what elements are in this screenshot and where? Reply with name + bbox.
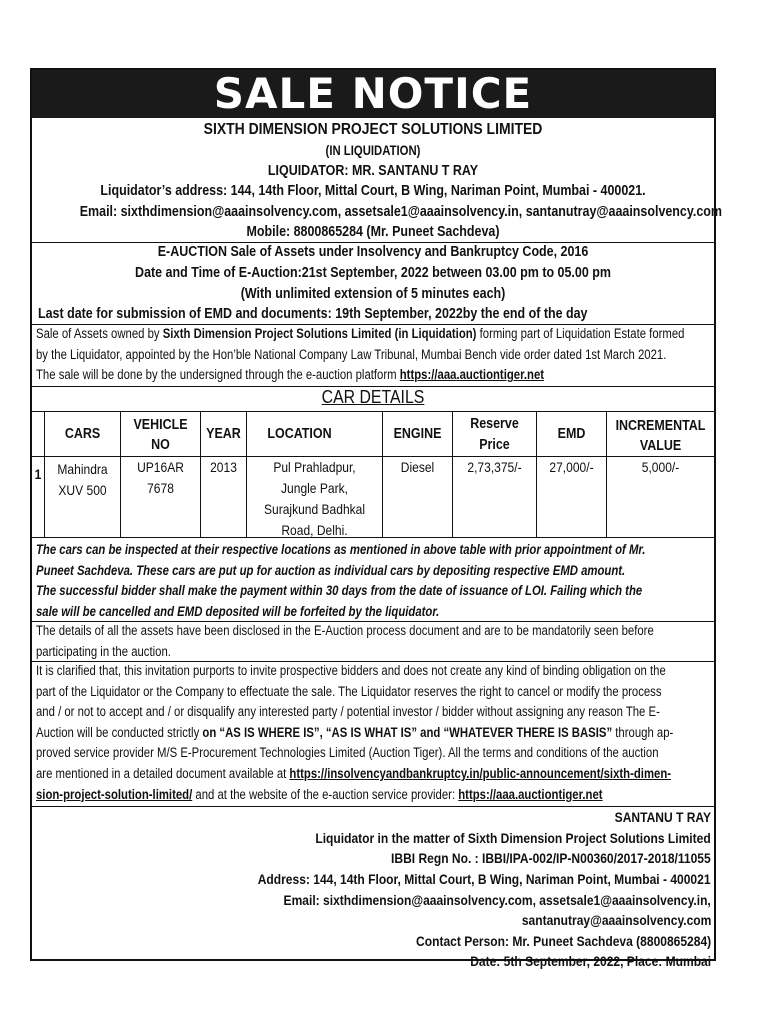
intro-text: by the Liquidator, appointed by the Hon’ble National Company Law Tribunal, Mumbai Bench vide order dated 1st March 2021. [36, 346, 667, 362]
header-price: Price [479, 437, 510, 453]
emd-amount: 27,000/- [549, 459, 594, 475]
header-location: LOCATION [267, 426, 332, 442]
header-engine: ENGINE [393, 426, 442, 442]
divider [32, 806, 714, 807]
clarify-line: part of the Liquidator or the Company to effectuate the sale. The Liquidator reserves the right to cancel or modify the process [36, 683, 662, 699]
table-rule [44, 411, 45, 537]
ibc-link[interactable]: https://insolvencyandbankruptcy.in/public-announcement/sixth-dimen- [289, 765, 672, 781]
intro-text: The sale will be done by the undersigned through the e-auction platform [36, 367, 400, 383]
table-rule [382, 411, 383, 537]
as-is-basis: on “AS IS WHERE IS”, “AS IS WHAT IS” and “WHATEVER THERE IS BASIS” [202, 724, 613, 740]
signatory-email: santanutray@aaainsolvency.com [521, 912, 711, 928]
contact-person: Contact Person: Mr. Puneet Sachdeva (8800865284) [415, 933, 711, 949]
clarify-line: and / or not to accept and / or disqualify any interested party / potential investor / bidder without assigning any reason The E- [36, 704, 660, 720]
liquidator-name: LIQUIDATOR: MR. SANTANU T RAY [267, 163, 479, 179]
divider [32, 537, 714, 538]
auction-link[interactable]: https://aaa.auctiontiger.net [399, 367, 545, 383]
liquidator-mobile: Mobile: 8800865284 (Mr. Puneet Sachdeva) [246, 224, 500, 240]
intro-paragraph [36, 324, 714, 386]
terms-line: The cars can be inspected at their respective locations as mentioned in above table with prior appointment of Mr. [36, 541, 646, 557]
reserve-price: 2,73,375/- [467, 459, 522, 475]
car-details-heading: CAR DETAILS [321, 387, 425, 407]
sale-notice [30, 68, 722, 969]
auction-title: E-AUCTION Sale of Assets under Insolvency and Bankruptcy Code, 2016 [157, 244, 589, 260]
clarify-text: and at the website of the e-auction service provider: [192, 786, 459, 802]
company-name: SIXTH DIMENSION PROJECT SOLUTIONS LIMITED [203, 121, 543, 138]
table-rule [452, 411, 453, 537]
auction-link[interactable]: https://aaa.auctiontiger.net [458, 786, 603, 802]
signatory-email: Email: sixthdimension@aaainsolvency.com, assetsale1@aaainsolvency.in, [283, 892, 711, 908]
auction-date: Date and Time of E-Auction:21st September, 2022 between 03.00 pm to 05.00 pm [135, 265, 611, 281]
clarify-text: are mentioned in a detailed document available at [36, 765, 290, 781]
terms-line: Puneet Sachdeva. These cars are put up for auction as individual cars by depositing respective EMD amount. [36, 561, 626, 578]
clarify-text: through ap- [612, 724, 674, 740]
liquidator-email: Email: sixthdimension@aaainsolvency.com, assetsale1@aaainsolvency.in, santanutray@aaainsolvency.com [79, 204, 722, 220]
details-paragraph [36, 621, 714, 662]
car-year: 2013 [210, 459, 237, 475]
car-location: Jungle Park, [281, 480, 348, 496]
terms-line: sale will be cancelled and EMD deposited will be forfeited by the liquidator. [36, 602, 440, 619]
signatory-address: Address: 144, 14th Floor, Mittal Court, B Wing, Nariman Point, Mumbai - 400021 [258, 871, 711, 887]
row-number: 1 [34, 466, 42, 482]
incremental-value: 5,000/- [641, 459, 680, 475]
intro-text: Sale of Assets owned by [36, 326, 163, 341]
terms-line: The successful bidder shall make the payment within 30 days from the date of issuance of LOI. Failing which the [36, 582, 643, 599]
emd-deadline: Last date for submission of EMD and documents: 19th September, 2022by the end of the day [38, 306, 588, 322]
table-rule [606, 411, 607, 537]
divider [32, 411, 714, 412]
header-cars: CARS [64, 426, 101, 442]
terms-paragraph [36, 539, 714, 621]
notice-title: SALE NOTICE [32, 70, 714, 118]
clarify-line: proved service provider M/S E-Procurement Technologies Limited (Auction Tiger). All the terms and conditions of the auction [36, 745, 659, 761]
car-location: Surajkund Badhkal [263, 501, 366, 517]
ibc-link[interactable]: sion-project-solution-limited/ [36, 786, 193, 802]
intro-company: Sixth Dimension Project Solutions Limited (in Liquidation) [162, 326, 477, 341]
header-value: VALUE [639, 438, 682, 454]
signatory-name: SANTANU T RAY [614, 809, 711, 825]
liquidator-address: Liquidator’s address: 144, 14th Floor, Mittal Court, B Wing, Nariman Point, Mumbai - 400021. [100, 183, 646, 199]
intro-text: forming part of Liquidation Estate formed [476, 326, 685, 341]
car-engine: Diesel [400, 459, 435, 475]
details-line: participating in the auction. [36, 643, 171, 659]
signatory-role: Liquidator in the matter of Sixth Dimension Project Solutions Limited [315, 830, 711, 846]
header-emd: EMD [557, 426, 586, 442]
header-reserve: Reserve [470, 416, 519, 432]
header-year: YEAR [206, 426, 241, 442]
table-rule [536, 411, 537, 537]
table-rule [120, 411, 121, 537]
table-rule [200, 411, 201, 537]
header-vehicle: VEHICLE [133, 417, 188, 433]
header-vehicle-no: NO [151, 437, 170, 453]
ibbi-registration: IBBI Regn No. : IBBI/IPA-002/IP-N00360/2017-2018/11055 [391, 850, 711, 866]
car-location: Pul Prahladpur, [273, 459, 356, 475]
vehicle-number: UP16AR [137, 459, 184, 475]
car-model: Mahindra [57, 461, 108, 477]
auction-extension: (With unlimited extension of 5 minutes each) [240, 286, 506, 302]
clarify-line: It is clarified that, this invitation purports to invite prospective bidders and does not create any kind of binding obligation on the [36, 663, 666, 678]
table-rule [246, 411, 247, 537]
details-line: The details of all the assets have been disclosed in the E-Auction process document and are to be mandatorily seen before [36, 623, 654, 638]
car-location: Road, Delhi. [281, 522, 348, 538]
vehicle-number: 7678 [147, 480, 174, 496]
clarify-text: Auction will be conducted strictly [36, 724, 203, 740]
header-incremental: INCREMENTAL [615, 418, 706, 434]
company-status: (IN LIQUIDATION) [325, 143, 421, 158]
clarification-paragraph [36, 661, 714, 805]
notice-date-place: Date: 5th September, 2022, Place: Mumbai [470, 953, 711, 969]
car-model: XUV 500 [58, 482, 107, 498]
divider [32, 242, 714, 243]
